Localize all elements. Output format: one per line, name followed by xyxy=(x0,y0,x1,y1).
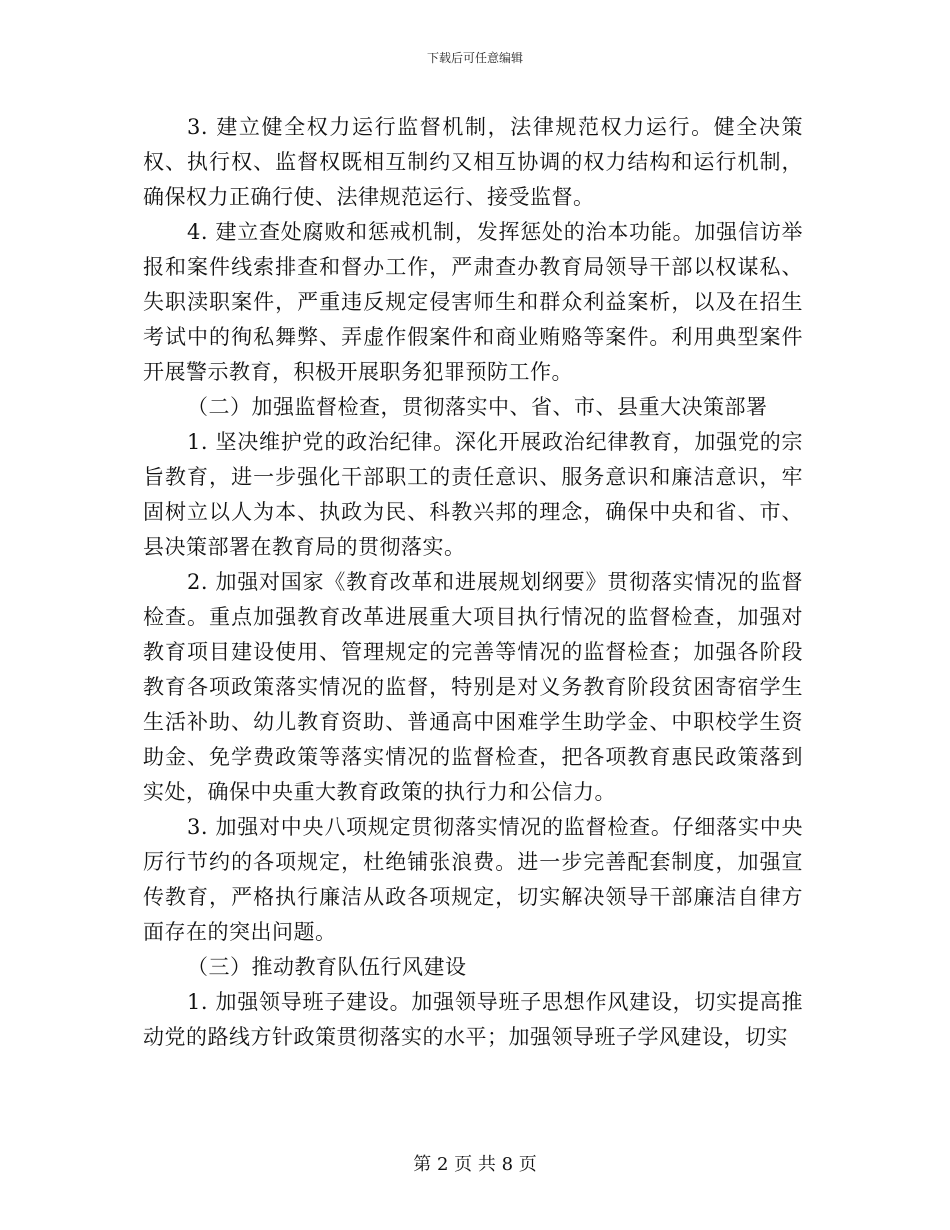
page-header: 下载后可任意编辑 xyxy=(426,51,523,65)
section-heading-3: （三）推动教育队伍行风建设 xyxy=(187,955,467,979)
paragraph-item-3-power-supervision: 3. 建立健全权力运行监督机制，法律规范权力运行。健全决策权、执行权、监督权既相互制约又相互协调的权力结构和运行机制，确保权力正确行使、法律规范运行、接受监督。 xyxy=(143,115,803,209)
document-body xyxy=(143,110,803,1055)
section-heading-2: （二）加强监督检查，贯彻落实中、省、市、县重大决策部署 xyxy=(187,395,768,419)
paragraph-item-4-anti-corruption: 4. 建立查处腐败和惩戒机制，发挥惩处的治本功能。加强信访举报和案件线索排查和督办工作，严肃查办教育局领导干部以权谋私、失职渎职案件，严重违反规定侵害师生和群众利益案析，以及在招生考试中的徇私舞弊、弄虚作假案件和商业贿赂等案件。利用典型案件开展警示教育，积极开展职务犯罪预防工作。 xyxy=(143,220,803,384)
page-number: 第 2 页 共 8 页 xyxy=(413,1154,537,1175)
paragraph-item-1-political-discipline: 1. 坚决维护党的政治纪律。深化开展政治纪律教育，加强党的宗旨教育，进一步强化干部职工的责任意识、服务意识和廉洁意识，牢固树立以人为本、执政为民、科教兴邦的理念，确保中央和省、市、县决策部署在教育局的贯彻落实。 xyxy=(143,430,803,559)
paragraph-item-1-leadership: 1. 加强领导班子建设。加强领导班子思想作风建设，切实提高推动党的路线方针政策贯彻落实的水平；加强领导班子学风建设，切实 xyxy=(143,990,803,1049)
paragraph-item-3-eight-rules: 3. 加强对中央八项规定贯彻落实情况的监督检查。仔细落实中央厉行节约的各项规定，杜绝铺张浪费。进一步完善配套制度，加强宣传教育，严格执行廉洁从政各项规定，切实解决领导干部廉洁自律方面存在的突出问题。 xyxy=(143,815,803,944)
paragraph-item-2-education-plan: 2. 加强对国家《教育改革和进展规划纲要》贯彻落实情况的监督检查。重点加强教育改革进展重大项目执行情况的监督检查，加强对教育项目建设使用、管理规定的完善等情况的监督检查；加强各阶段教育各项政策落实情况的监督，特别是对义务教育阶段贫困寄宿学生生活补助、幼儿教育资助、普通高中困难学生助学金、中职校学生资助金、免学费政策等落实情况的监督检查，把各项教育惠民政策落到实处，确保中央重大教育政策的执行力和公信力。 xyxy=(143,570,803,804)
